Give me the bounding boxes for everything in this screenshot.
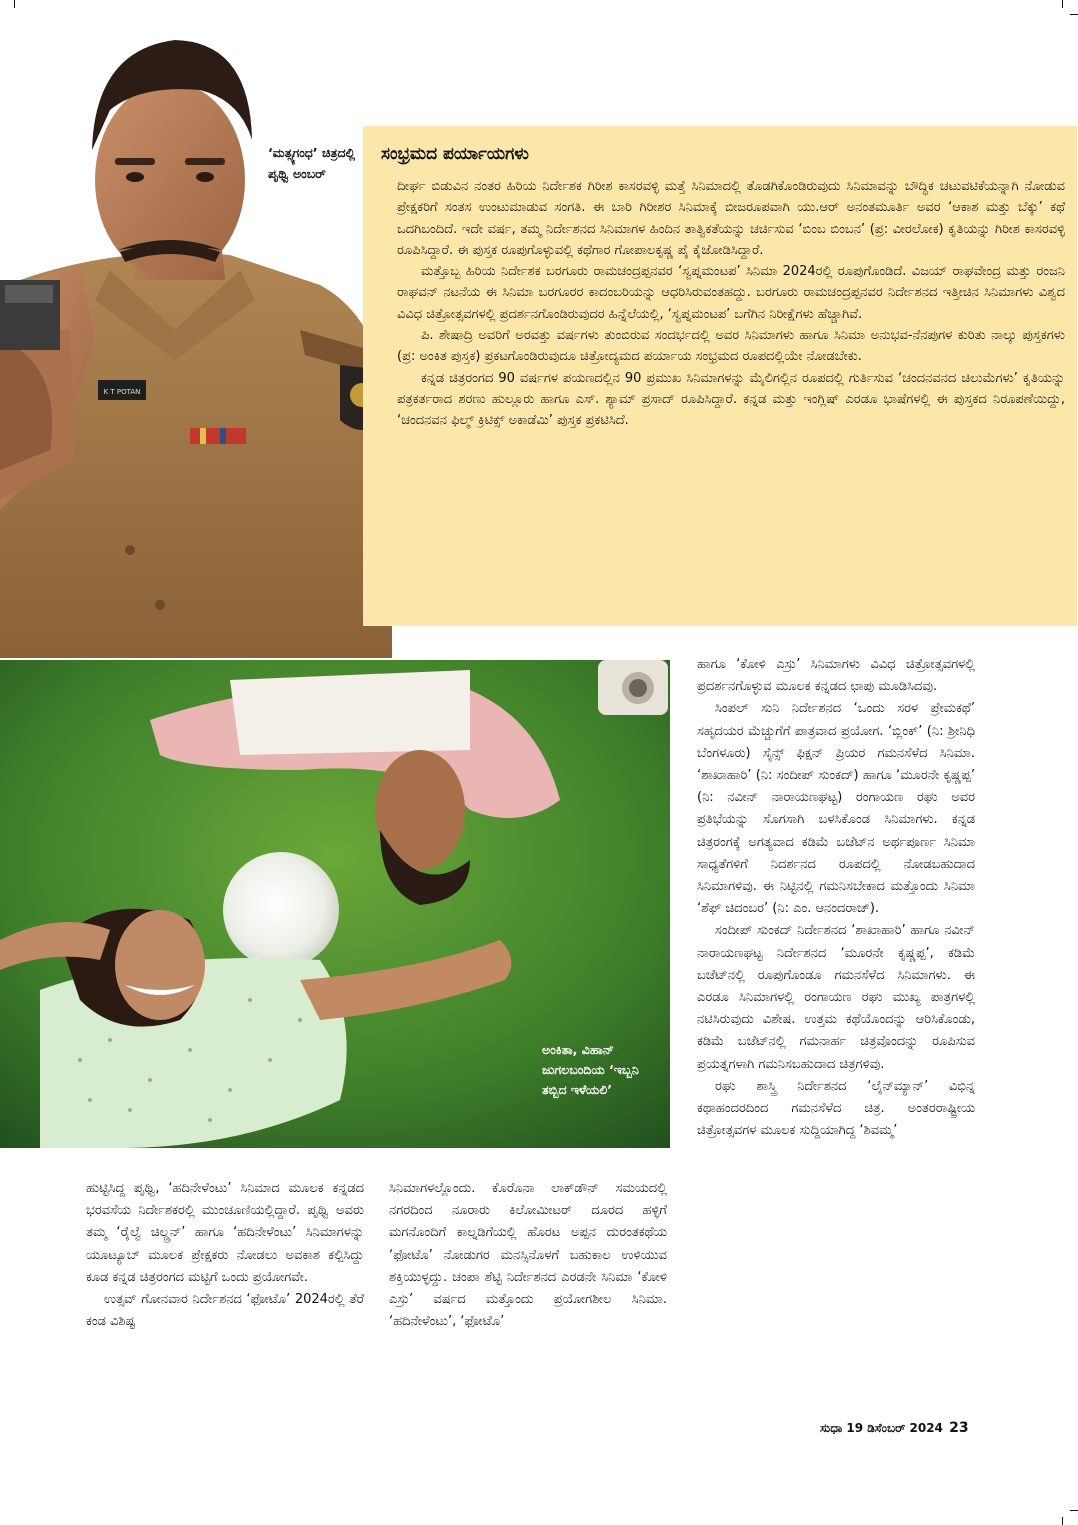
page-number: 23 — [949, 1420, 969, 1436]
sidebar-paragraph: ಪಿ. ಶೇಷಾದ್ರಿ ಅವರಿಗೆ ಅರವತ್ತು ವರ್ಷಗಳು ತುಂಬಿರುವ ಸಂದರ್ಭದಲ್ಲಿ ಅವರ ಸಿನಿಮಾಗಳು ಹಾಗೂ ಸಿನಿಮಾ ಅನುಭವ-ನೆನಪುಗಳ ಕುರಿತು ನಾಲ್ಕು ಪುಸ್ತಕಗಳು (ಪ್ರ: ಅಂಕಿತ ಪುಸ್ತಕ) ಪ್ರಕಟಗೊಂಡಿರುವುದೂ ಚಿತ್ರೋದ್ಯಮದ ಪರ್ಯಾಯ ಸಂಭ್ರಮದ ರೂಪದಲ್ಲಿಯೇ ನೋಡಬೇಕು. — [397, 328, 1065, 365]
footer-issue: ಸುಧಾ 19 ಡಿಸೆಂಬರ್ 2024 — [820, 1421, 943, 1435]
crop-mark — [14, 0, 15, 8]
crop-mark — [1070, 1510, 1078, 1511]
article-column-right — [697, 654, 975, 1142]
crop-mark — [1070, 14, 1078, 15]
article-paragraph: ಸಿನಿಮಾಗಳಲ್ಲೊಂದು. ಕೊರೊನಾ ಲಾಕ್‌ಡೌನ್ ಸಮಯದಲ್ಲಿ ನಗರದಿಂದ ನೂರಾರು ಕಿಲೋಮೀಟರ್ ದೂರದ ಹಳ್ಳಿಗೆ ಮಗನೊಂದಿಗೆ ಕಾಲ್ನಡಿಗೆಯಲ್ಲಿ ಹೊರಟ ಅಪ್ಪನ ದುರಂತಕಥೆಯ ‘ಫೋಟೊ’ ನೋಡುಗರ ಮನಸ್ಸಿನೊಳಗೆ ಬಹುಕಾಲ ಉಳಿಯುವ ಶಕ್ತಿಯುಳ್ಳದ್ದು. ಚಂಪಾ ಶೆಟ್ಟಿ ನಿರ್ದೇಶನದ ಎರಡನೇ ಸಿನಿಮಾ ‘ಕೋಳಿ ಎಸ್ರು’ ವರ್ಷದ ಮತ್ತೊಂದು ಪ್ರಯೋಗಶೀಲ ಸಿನಿಮಾ. ‘ಹದಿನೇಳೆಂಟು’, ‘ಫೋಟೊ’ — [389, 1181, 667, 1330]
police-officer-photo — [0, 30, 400, 658]
photo-caption-mid: ಅಂಕಿತಾ, ವಿಹಾನ್ ಜುಗಲಬಂದಿಯ ‘ಇಬ್ಬನಿ ತಬ್ಬಿದ ಇಳೆಯಲಿ’ — [542, 1042, 639, 1097]
article-paragraph: ಹಾಗೂ ‘ಕೋಳಿ ಎಸ್ರು’ ಸಿನಿಮಾಗಳು ವಿವಿಧ ಚಿತ್ರೋತ್ಸವಗಳಲ್ಲಿ ಪ್ರದರ್ಶನಗೊಳ್ಳುವ ಮೂಲಕ ಕನ್ನಡದ ಛಾಪು ಮೂಡಿಸಿದವು. — [697, 657, 975, 695]
article-paragraph: ಸಿಂಪಲ್ ಸುನಿ ನಿರ್ದೇಶನದ ‘ಒಂದು ಸರಳ ಪ್ರೇಮಕಥೆ’ ಸಹೃದಯರ ಮೆಚ್ಚುಗೆಗೆ ಪಾತ್ರವಾದ ಪ್ರಯೋಗ. ‘ಬ್ಲಿಂಕ್’ (ನಿ: ಶ್ರೀನಿಧಿ ಬೆಂಗಳೂರು) ಸೈನ್ಸ್ ಫಿಕ್ಷನ್ ಪ್ರಿಯರ ಗಮನಸೆಳೆದ ಸಿನಿಮಾ. ‘ಶಾಖಾಹಾರಿ’ (ನಿ: ಸಂದೀಪ್ ಸುಂಕದ್) ಹಾಗೂ ‘ಮೂರನೇ ಕೃಷ್ಣಪ್ಪ’ (ನಿ: ನವೀನ್ ನಾರಾಯಣಘಟ್ಟ) ರಂಗಾಯಣ ರಘು ಅವರ ಪ್ರತಿಭೆಯನ್ನು ಸೊಗಸಾಗಿ ಬಳಸಿಕೊಂಡ ಸಿನಿಮಾಗಳು. ಕನ್ನಡ ಚಿತ್ರರಂಗಕ್ಕೆ ಅಗತ್ಯವಾದ ಕಡಿಮೆ ಬಜೆಟ್‌ನ ಅರ್ಥಪೂರ್ಣ ಸಿನಿಮಾ ಸಾಧ್ಯತೆಗಳಿಗೆ ನಿದರ್ಶನದ ರೂಪದಲ್ಲಿ ನೋಡಬಹುದಾದ ಸಿನಿಮಾಗಳಿವು. ಈ ನಿಟ್ಟಿನಲ್ಲಿ ಗಮನಿಸಬೇಕಾದ ಮತ್ತೊಂದು ಸಿನಿಮಾ ‘ಶೆಫ್ ಚಿದಂಬರ’ (ನಿ: ಎಂ. ಆನಂದರಾಜ್). — [697, 701, 975, 917]
crop-mark — [1062, 1517, 1063, 1525]
sidebar-paragraph: ಕನ್ನಡ ಚಿತ್ರರಂಗದ 90 ವರ್ಷಗಳ ಪಯಣದಲ್ಲಿನ 90 ಪ್ರಮುಖ ಸಿನಿಮಾಗಳನ್ನು ಮೈಲಿಗಲ್ಲಿನ ರೂಪದಲ್ಲಿ ಗುರ್ತಿಸುವ ‘ಚಂದನವನದ ಚಿಲುಮೆಗಳು’ ಕೃತಿಯನ್ನು ಪತ್ರಕರ್ತರಾದ ಶರಣು ಹುಲ್ಲೂರು ಹಾಗೂ ಎಸ್. ಶ್ಯಾಮ್ ಪ್ರಸಾದ್ ರೂಪಿಸಿದ್ದಾರೆ. ಕನ್ನಡ ಮತ್ತು ಇಂಗ್ಲಿಷ್ ಎರಡೂ ಭಾಷೆಗಳಲ್ಲಿ ಈ ಪುಸ್ತಕದ ನಿರೂಪಣೆಯಿದ್ದು, ‘ಚಂದನವನ ಫಿಲ್ಮ್ ಕ್ರಿಟಿಕ್ಸ್ ಅಕಾಡೆಮಿ’ ಪುಸ್ತಕ ಪ್ರಕಟಿಸಿದೆ. — [397, 370, 1065, 429]
crop-mark — [1062, 0, 1063, 8]
page-footer — [820, 1420, 969, 1436]
sidebar-box — [363, 126, 1077, 626]
article-paragraph: ರಘು ಶಾಸ್ತ್ರಿ ನಿರ್ದೇಶನದ ‘ಲೈನ್‌ಮ್ಯಾನ್’ ವಿಭಿನ್ನ ಕಥಾಹಂದರದಿಂದ ಗಮನಸೆಳೆದ ಚಿತ್ರ. ಅಂತರರಾಷ್ಟ್ರೀಯ ಚಿತ್ರೋತ್ಸವಗಳ ಮೂಲಕ ಸುದ್ದಿಯಾಗಿದ್ದ ‘ಶಿವಮ್ಮ’ — [697, 1078, 975, 1139]
article-column-1 — [86, 1178, 364, 1333]
sidebar-title: ಸಂಭ್ರಮದ ಪರ್ಯಾಯಗಳು — [381, 144, 529, 164]
article-column-2 — [389, 1178, 667, 1333]
photo-caption-top: ‘ಮತ್ಸ್ಯಗಂಧ’ ಚಿತ್ರದಲ್ಲಿ ಪೃಥ್ವಿ ಅಂಬರ್ — [268, 145, 356, 181]
article-paragraph: ಹುಟ್ಟಿಸಿದ್ದ ಪೃಥ್ವಿ, ‘ಹದಿನೇಳೆಂಟು’ ಸಿನಿಮಾದ ಮೂಲಕ ಕನ್ನಡದ ಭರವಸೆಯ ನಿರ್ದೇಶಕರಲ್ಲಿ ಮುಂಚೂಣಿಯಲ್ಲಿದ್ದಾರೆ. ಪೃಥ್ವಿ ಅವರು ತಮ್ಮ ‘ರೈಲ್ವೆ ಚಿಲ್ಡ್ರನ್’ ಹಾಗೂ ‘ಹದಿನೇಳೆಂಟು’ ಸಿನಿಮಾಗಳನ್ನು ಯೂಟ್ಯೂಬ್ ಮೂಲಕ ಪ್ರೇಕ್ಷಕರು ನೋಡಲು ಅವಕಾಶ ಕಲ್ಪಿಸಿದ್ದು ಕೂಡ ಕನ್ನಡ ಚಿತ್ರರಂಗದ ಮಟ್ಟಿಗೆ ಒಂದು ಪ್ರಯೋಗವೇ. — [86, 1181, 364, 1285]
sidebar-paragraph: ದೀರ್ಘ ಬಿಡುವಿನ ನಂತರ ಹಿರಿಯ ನಿರ್ದೇಶಕ ಗಿರೀಶ ಕಾಸರವಳ್ಳಿ ಮತ್ತೆ ಸಿನಿಮಾದಲ್ಲಿ ತೊಡಗಿಕೊಂಡಿರುವುದು ಸಿನಿಮಾವನ್ನು ಬೌದ್ಧಿಕ ಚಟುವಟಿಕೆಯನ್ನಾಗಿ ನೋಡುವ ಪ್ರೇಕ್ಷಕರಿಗೆ ಸಂತಸ ಉಂಟುಮಾಡುವ ಸಂಗತಿ. ಈ ಬಾರಿ ಗಿರೀಶರ ಸಿನಿಮಾಕ್ಕೆ ಬೀಜರೂಪವಾಗಿ ಯು.ಆರ್ ಅನಂತಮೂರ್ತಿ ಅವರ ‘ಆಕಾಶ ಮತ್ತು ಬೆಕ್ಕು’ ಕಥೆ ಒದಗಿಬಂದಿದೆ. ಇದೇ ವರ್ಷ, ತಮ್ಮ ನಿರ್ದೇಶನದ ಸಿನಿಮಾಗಳ ಹಿಂದಿನ ತಾತ್ವಿಕತೆಯನ್ನು ಚರ್ಚಿಸುವ ‘ಬಿಂಬ ಬಿಂಬನ’ (ಪ್ರ: ವೀರಲೋಕ) ಕೃತಿಯನ್ನು ಗಿರೀಶ ಕಾಸರವಳ್ಳಿ ರೂಪಿಸಿದ್ದಾರೆ. ಈ ಪುಸ್ತಕ ರೂಪುಗೊಳ್ಳುವಲ್ಲಿ ಕಥೆಗಾರ ಗೋಪಾಲಕೃಷ್ಣ ಪೈ ಕೈಜೋಡಿಸಿದ್ದಾರೆ. — [397, 179, 1065, 258]
sidebar-paragraph: ಮತ್ತೊಬ್ಬ ಹಿರಿಯ ನಿರ್ದೇಶಕ ಬರಗೂರು ರಾಮಚಂದ್ರಪ್ಪನವರ ‘ಸ್ವಪ್ನಮಂಟಪ’ ಸಿನಿಮಾ 2024ರಲ್ಲಿ ರೂಪುಗೊಂಡಿದೆ. ವಿಜಯ್ ರಾಘವೇಂದ್ರ ಮತ್ತು ರಂಜನಿ ರಾಘವನ್ ನಟನೆಯ ಈ ಸಿನಿಮಾ ಬರಗೂರರ ಕಾದಂಬರಿಯನ್ನು ಆಧರಿಸಿರುವಂತಹದ್ದು. ಬರಗೂರು ರಾಮಚಂದ್ರಪ್ಪನವರ ನಿರ್ದೇಶನದ ಇತ್ತೀಚಿನ ಸಿನಿಮಾಗಳು ವಿಶ್ವದ ವಿವಿಧ ಚಿತ್ರೋತ್ಸವಗಳಲ್ಲಿ ಪ್ರದರ್ಶನಗೊಂಡಿರುವುದರ ಹಿನ್ನೆಲೆಯಲ್ಲಿ, ‘ಸ್ವಪ್ನಮಂಟಪ’ ಬಗೆಗಿನ ನಿರೀಕ್ಷೆಗಳು ಹೆಚ್ಚಾಗಿವೆ. — [397, 264, 1065, 322]
name-tag-text: K T POTAN — [103, 388, 141, 396]
article-paragraph: ಉತ್ಸವ್ ಗೋನವಾರ ನಿರ್ದೇಶನದ ‘ಫೋಟೊ’ 2024ರಲ್ಲಿ ತೆರೆ ಕಂಡ ವಿಶಿಷ್ಟ — [86, 1292, 364, 1330]
article-paragraph: ಸಂದೀಪ್ ಸುಂಕದ್ ನಿರ್ದೇಶನದ ‘ಶಾಖಾಹಾರಿ’ ಹಾಗೂ ನವೀನ್ ನಾರಾಯಣಘಟ್ಟ ನಿರ್ದೇಶನದ ‘ಮೂರನೇ ಕೃಷ್ಣಪ್ಪ’, ಕಡಿಮೆ ಬಜೆಟ್‌ನಲ್ಲಿ ರೂಪುಗೊಂಡೂ ಗಮನಸೆಳೆದ ಸಿನಿಮಾಗಳು. ಈ ಎರಡೂ ಸಿನಿಮಾಗಳಲ್ಲಿ ರಂಗಾಯಣ ರಘು ಮುಖ್ಯ ಪಾತ್ರಗಳಲ್ಲಿ ನಟಿಸಿರುವುದು ವಿಶೇಷ. ಉತ್ತಮ ಕಥೆಯೊಂದನ್ನು ಆರಿಸಿಕೊಂಡು, ಕಡಿಮೆ ಬಜೆಟ್‌ನಲ್ಲಿ ಗಮನಾರ್ಹ ಚಿತ್ರವೊಂದನ್ನು ರೂಪಿಸುವ ಪ್ರಯತ್ನಗಳಾಗಿ ಗಮನಿಸಬಹುದಾದ ಚಿತ್ರಗಳಿವು. — [697, 923, 975, 1072]
